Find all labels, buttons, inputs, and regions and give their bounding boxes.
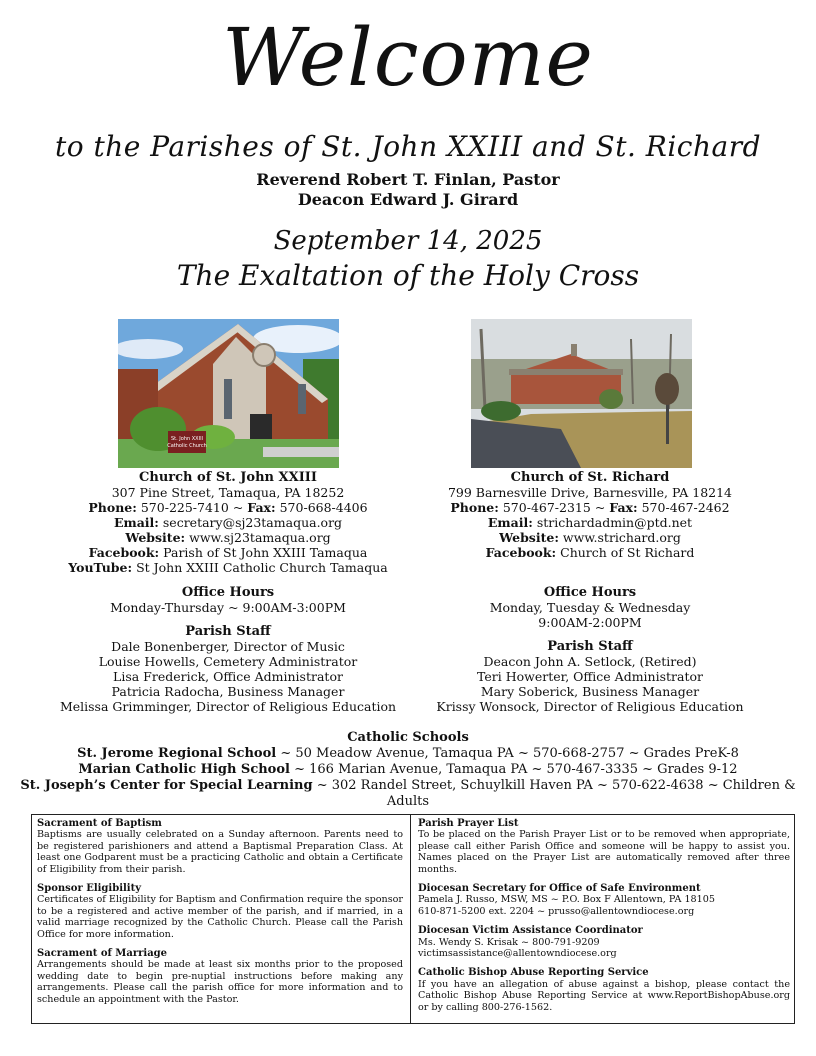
sponsor-section — [37, 883, 403, 940]
staff-member: Melissa Grimminger, Director of Religious Education — [59, 699, 397, 714]
facebook-label: Facebook: — [485, 545, 557, 560]
st-john-website-line — [38, 530, 418, 545]
baptism-title: Sacrament of Baptism — [37, 818, 162, 829]
parishes-subtitle: to the Parishes of St. John XXIII and St. Richard — [54, 130, 761, 163]
st-richard-fax: 570-467-2462 — [641, 500, 730, 515]
st-richard-office-hours-title: Office Hours — [543, 585, 637, 600]
school-details: ~ 166 Marian Avenue, Tamaqua PA ~ 570-467-3335 ~ Grades 9-12 — [289, 762, 738, 777]
victim-assistance-section — [418, 925, 790, 959]
info-right-column — [418, 818, 790, 1021]
email-label: Email: — [487, 515, 533, 530]
st-richard-email-line — [400, 515, 780, 530]
safe-environment-contact: Pamela J. Russo, MSW, MS ~ P.O. Box F Allentown, PA 18105 — [418, 894, 715, 906]
st-john-facebook: Parish of St John XXIII Tamaqua — [163, 545, 368, 560]
phone-label: Phone: — [88, 500, 137, 515]
staff-member: Louise Howells, Cemetery Administrator — [98, 654, 358, 669]
separator: ~ — [590, 500, 610, 515]
school-name: St. Joseph’s Center for Special Learning — [20, 778, 313, 793]
st-john-email[interactable]: secretary@sj23tamaqua.org — [162, 515, 343, 530]
victim-assistance-email[interactable]: victimsassistance@allentowndiocese.org — [418, 948, 617, 960]
st-richard-office-hours-days: Monday, Tuesday & Wednesday — [489, 600, 691, 615]
staff-member: Mary Soberick, Business Manager — [480, 684, 700, 699]
school-row — [0, 778, 816, 810]
st-john-email-line — [38, 515, 418, 530]
prayer-list-title: Parish Prayer List — [418, 818, 519, 829]
website-label: Website: — [125, 530, 186, 545]
staff-member: Lisa Frederick, Office Administrator — [113, 669, 343, 684]
info-left-column — [37, 818, 403, 1013]
catholic-schools — [0, 730, 816, 810]
st-richard-church-photo — [471, 319, 692, 468]
st-richard-website[interactable]: www.strichard.org — [562, 530, 681, 545]
victim-assistance-title: Diocesan Victim Assistance Coordinator — [418, 925, 643, 937]
st-richard-name: Church of St. Richard — [510, 470, 670, 485]
marriage-title: Sacrament of Marriage — [37, 948, 168, 960]
st-john-church-photo — [118, 319, 339, 468]
safe-environment-title: Diocesan Secretary for Office of Safe Environment — [418, 883, 701, 895]
st-richard-website-line — [400, 530, 780, 545]
fax-label: Fax: — [247, 500, 276, 515]
st-john-staff-title: Parish Staff — [185, 624, 271, 639]
bulletin-date: September 14, 2025 — [273, 226, 543, 256]
school-row — [0, 746, 816, 762]
st-richard-info — [400, 470, 780, 714]
st-john-youtube-line — [38, 560, 418, 575]
welcome-heading: Welcome — [222, 11, 594, 104]
abuse-reporting-section — [418, 967, 790, 1013]
st-john-youtube: St John XXIII Catholic Church Tamaqua — [136, 560, 388, 575]
safe-environment-phone-email[interactable]: 610-871-5200 ext. 2204 ~ prusso@allentowndiocese.org — [418, 905, 695, 917]
st-john-phone-line — [38, 500, 418, 515]
info-box — [31, 814, 795, 1024]
sponsor-text: Certificates of Eligibility for Baptism and Confirmation require the sponsor to be a registered and active member of the parish, and if married, in a valid marriage recognized by the Catholic Church. Please call the Parish Office for more information. — [37, 894, 403, 940]
abuse-reporting-title: Catholic Bishop Abuse Reporting Service — [418, 967, 649, 979]
staff-member: Patricia Radocha, Business Manager — [111, 684, 345, 699]
st-john-phone: 570-225-7410 — [140, 500, 229, 515]
separator: ~ — [228, 500, 248, 515]
st-john-website[interactable]: www.sj23tamaqua.org — [189, 530, 331, 545]
st-richard-facebook: Church of St Richard — [560, 545, 695, 560]
abuse-reporting-text: If you have an allegation of abuse against a bishop, please contact the Catholic Bishop Abuse Reporting Service at www.ReportBishopAbuse.org or by calling 800-276-1562. — [418, 978, 790, 1013]
staff-member: Dale Bonenberger, Director of Music — [111, 639, 345, 654]
st-john-address: 307 Pine Street, Tamaqua, PA 18252 — [111, 485, 345, 500]
st-richard-phone: 570-467-2315 — [502, 500, 591, 515]
school-details: ~ 302 Randel Street, Schuylkill Haven PA ~ 570-622-4638 ~ Children & Adults — [312, 778, 796, 809]
baptism-section — [37, 818, 403, 875]
website-label: Website: — [499, 530, 559, 545]
deacon-name: Deacon Edward J. Girard — [297, 190, 519, 209]
email-label: Email: — [113, 515, 159, 530]
st-richard-facebook-line — [400, 545, 780, 560]
youtube-label: YouTube: — [68, 560, 133, 575]
st-richard-staff-title: Parish Staff — [547, 639, 633, 654]
info-divider — [410, 815, 411, 1023]
marriage-section — [37, 948, 403, 1005]
prayer-list-section — [418, 818, 790, 875]
st-richard-email[interactable]: strichardadmin@ptd.net — [536, 515, 693, 530]
st-john-fax: 570-668-4406 — [279, 500, 368, 515]
staff-member: Krissy Wonsock, Director of Religious Education — [436, 699, 744, 714]
st-john-name: Church of St. John XXIII — [139, 470, 317, 485]
sign-text-line1: St. John XXIII — [170, 436, 204, 442]
staff-member: Deacon John A. Setlock, (Retired) — [483, 654, 697, 669]
st-john-facebook-line — [38, 545, 418, 560]
sign-text-line2: Catholic Church — [167, 443, 207, 449]
st-richard-office-hours-time: 9:00AM-2:00PM — [538, 615, 642, 630]
feast-title: The Exaltation of the Holy Cross — [176, 259, 640, 292]
school-details: ~ 50 Meadow Avenue, Tamaqua PA ~ 570-668-2757 ~ Grades PreK-8 — [276, 746, 739, 761]
baptism-text: Baptisms are usually celebrated on a Sunday afternoon. Parents need to be registered parishioners and attend a Baptismal Preparation Class. At least one Godparent must be a practicing Catholic and obtain a Certificate of Eligibility from their parish. — [37, 829, 403, 875]
st-richard-address: 799 Barnesville Drive, Barnesville, PA 18214 — [447, 485, 733, 500]
school-name: Marian Catholic High School — [78, 762, 290, 777]
st-richard-phone-line — [400, 500, 780, 515]
st-john-info — [38, 470, 418, 714]
st-john-office-hours-title: Office Hours — [181, 585, 275, 600]
victim-assistance-contact: Ms. Wendy S. Krisak ~ 800-791-9209 — [418, 936, 600, 948]
school-name: St. Jerome Regional School — [77, 746, 277, 761]
phone-label: Phone: — [450, 500, 499, 515]
pastor-name: Reverend Robert T. Finlan, Pastor — [256, 170, 560, 189]
schools-title: Catholic Schools — [347, 730, 469, 745]
facebook-label: Facebook: — [88, 545, 160, 560]
prayer-list-text: To be placed on the Parish Prayer List or to be removed when appropriate, please call either Parish Office and someone will be happy to assist you. Names placed on the Prayer List are automatically removed after three months. — [418, 829, 790, 875]
staff-member: Teri Howerter, Office Administrator — [477, 669, 703, 684]
school-row — [0, 762, 816, 778]
sponsor-title: Sponsor Eligibility — [37, 883, 142, 895]
safe-environment-section — [418, 883, 790, 917]
st-john-office-hours: Monday-Thursday ~ 9:00AM-3:00PM — [110, 600, 346, 615]
fax-label: Fax: — [609, 500, 638, 515]
marriage-text: Arrangements should be made at least six months prior to the proposed wedding date to begin pre-nuptial instructions before making any arrangements. Please call the parish office for more information and to schedule an appointment with the Pastor. — [37, 959, 403, 1005]
